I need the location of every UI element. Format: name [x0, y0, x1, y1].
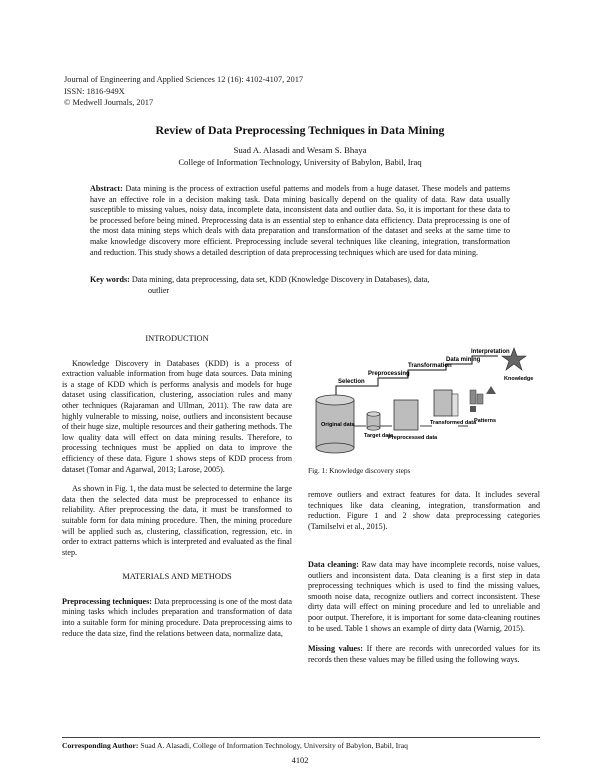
- label-interpretation: Interpretation: [471, 349, 510, 355]
- methods-text: Data preprocessing is one of the most data mining tasks which includes preparation and transformation of data into a suitable form for mining procedure. Data preprocessing aims to reduce the data size, find the relations between data, normalize data,: [62, 596, 292, 638]
- keywords: [90, 275, 510, 296]
- footer-lead: Corresponding Author:: [62, 741, 139, 750]
- figure-caption: Fig. 1: Knowledge discovery steps: [308, 465, 411, 475]
- methods-paragraph-1: [62, 597, 292, 639]
- keywords-line1: Data mining, data preprocessing, data set, KDD (Knowledge Discovery in Databases), data,: [131, 275, 430, 284]
- left-column: [62, 334, 292, 648]
- label-transformed-data: Transformed data: [430, 420, 477, 426]
- footer-text: Suad A. Alasadi, College of Information Technology, University of Babylon, Babil, Iraq: [138, 741, 408, 750]
- label-knowledge: Knowledge: [504, 376, 534, 382]
- right-column: [308, 334, 540, 674]
- kdd-diagram: [308, 334, 540, 462]
- journal-header: [64, 74, 303, 109]
- label-patterns: Patterns: [474, 418, 497, 424]
- label-data-mining: Data mining: [446, 357, 481, 363]
- preprocessing-lead: Preprocessing techniques:: [62, 596, 152, 606]
- label-selection: Selection: [338, 379, 365, 385]
- label-transformation: Transformation: [408, 363, 452, 369]
- preprocessed-data-icon: [394, 400, 418, 430]
- corresponding-author: [62, 741, 540, 750]
- methods-heading: MATERIALS AND METHODS: [122, 572, 232, 582]
- paper-authors: Suad A. Alasadi and Wesam S. Bhaya: [233, 145, 367, 155]
- journal-copyright: © Medwell Journals, 2017: [64, 98, 154, 108]
- abstract: [90, 184, 510, 258]
- label-preprocessing: Preprocessing: [368, 371, 410, 377]
- page-number: 4102: [291, 756, 309, 765]
- introduction-heading: INTRODUCTION: [145, 334, 209, 343]
- paper-affiliation: College of Information Technology, University of Babylon, Babil, Iraq: [178, 157, 422, 167]
- right-paragraph-cont: remove outliers and extract features for data. It includes several techniques like data cleaning, integration, transformation and reduction. Figure 1 and 2 show data preprocessing categories (Tamilselvi et al., 2015).: [308, 490, 540, 531]
- label-original-data: Original data: [321, 422, 355, 428]
- missing-text: If there are records with unrecorded values for its records then these values may be filled using the following ways.: [308, 644, 541, 664]
- label-target-data: Target data: [364, 433, 394, 439]
- figure-1: [308, 334, 540, 554]
- missing-paragraph: [308, 644, 540, 665]
- intro-paragraph-2: As shown in Fig. 1, the data must be selected to determine the large data then the selected data must be preprocessed to enhance its reliability. After preprocessing the data, it must be transformed to suitable form for data mining procedure. Then, the mining procedure will be applied such as, clustering, classification, regression, etc. in order to extract patterns which is interpreted and evaluated as the final step.: [62, 484, 292, 557]
- intro-paragraph-1: Knowledge Discovery in Databases (KDD) is a process of extraction valuable information from huge data sources. Data mining is a stage of KDD which is performs analysis and models for huge dataset using classification, clustering, association rules and many other techniques (Rajaraman and Ullman, 2011). The raw data are highly vulnerable to missing, noise, outliers and inconsistent because of their huge size, multiple resources and their gathering methods. The low quality data will effect on data mining results. Therefore, to processing techniques must be applied on data to improve the efficiency of these data. Figure 1 shows steps of KDD process from dataset (Tomar and Agarwal, 2013; Larose, 2005).: [62, 358, 292, 474]
- cleaning-text: Raw data may have incomplete records, noise values, outliers and inconsistent data. Data cleaning is a first step in data preprocessing techniques which is used to find the missing values, smooth noise data, recognize outliers and correct inconsistent. These dirty data will effect on mining procedure and led to unreliable and poor output. Therefore, it is important for some data-cleaning routines to be used. Table 1 shows an example of dirty data (Warnig, 2015).: [308, 560, 540, 633]
- target-data-icon: [367, 412, 380, 430]
- footer-rule: [62, 737, 540, 738]
- keywords-line2: outlier: [148, 285, 170, 295]
- missing-lead: Missing values:: [308, 644, 363, 654]
- paper-title: Review of Data Preprocessing Techniques in Data Mining: [155, 123, 445, 137]
- journal-issn: ISSN: 1816-949X: [64, 86, 125, 96]
- journal-citation: Journal of Engineering and Applied Sciences 12 (16): 4102-4107, 2017: [64, 75, 304, 84]
- abstract-label: Abstract:: [90, 184, 123, 193]
- keywords-label: Key words:: [90, 275, 130, 284]
- transformed-data-icon: [434, 390, 458, 416]
- label-preprocessed-data: Preprocessed data: [388, 435, 438, 441]
- cleaning-lead: Data cleaning:: [308, 560, 359, 569]
- abstract-text: Data mining is the process of extraction useful patterns and models from a huge dataset. These models and patterns have an effective role in a decision making task. Data mining basically depend on the quality of data. Raw data usually susceptible to missing values, noisy data, incomplete data, inconsistent data and outlier data. So, it is important for these data to be processed before being mined. Preprocessing data is an essential step to enhance data efficiency. Data preprocessing is one of the most data mining steps which deals with data preparation and transformation of the dataset and seeks at the same time to make knowledge discovery more efficient. Preprocessing include several techniques like cleaning, integration, transformation and reduction. This study shows a detailed description of data preprocessing techniques which are used for data mining.: [90, 184, 510, 257]
- cleaning-paragraph: [308, 560, 540, 634]
- patterns-icon: [470, 386, 496, 412]
